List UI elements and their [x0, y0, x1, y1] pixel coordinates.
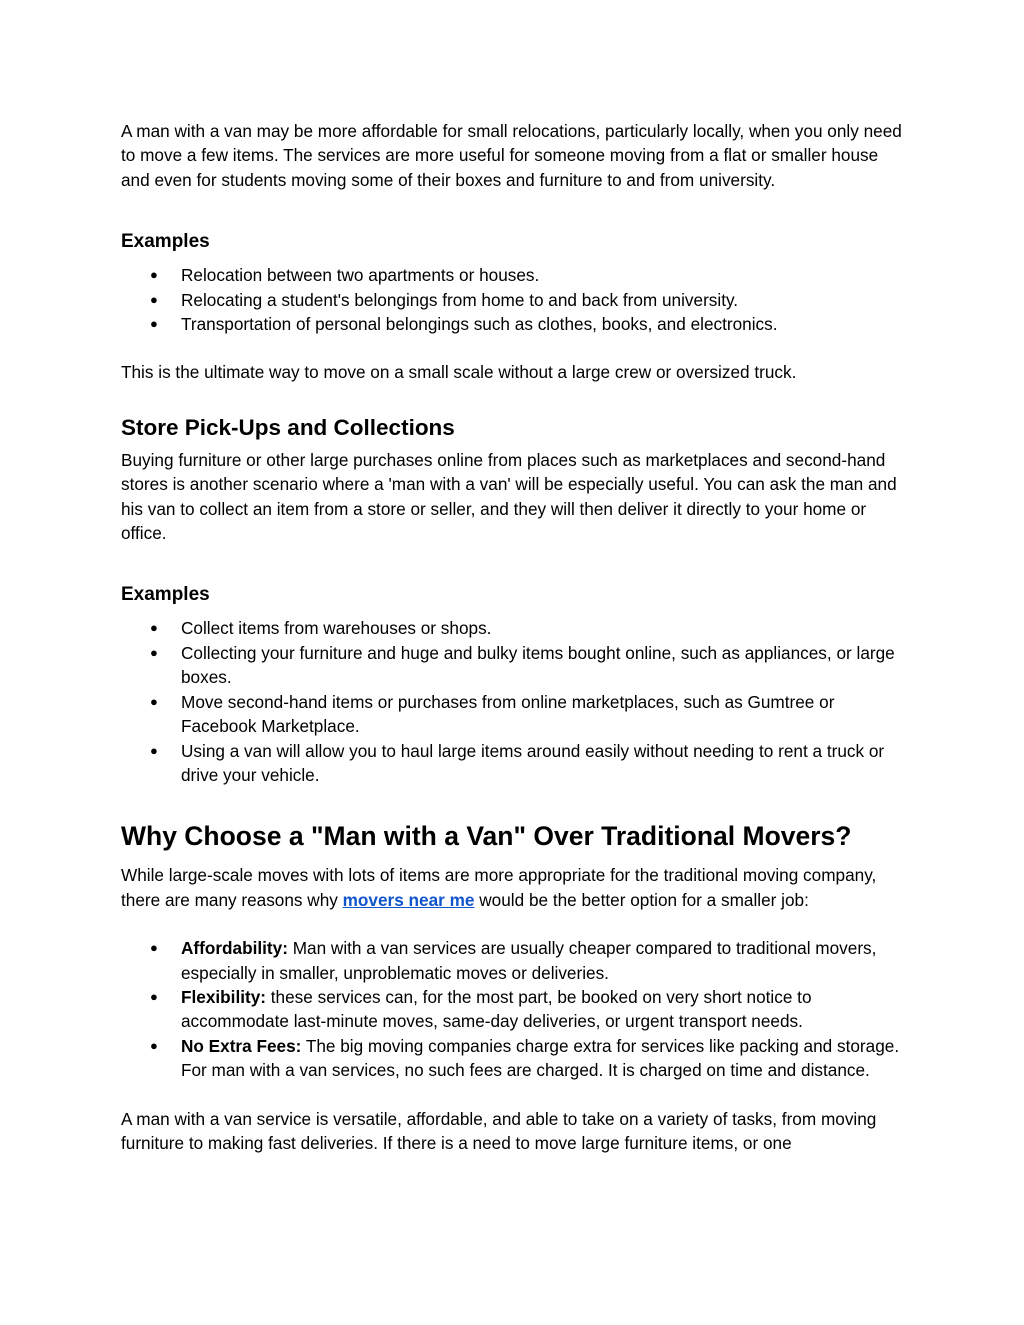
bullet-icon: ● [150, 620, 158, 636]
document-page [121, 119, 911, 1155]
list-item: ● Affordability: Man with a van services are usually cheaper compared to traditional movers, especially in smaller, unproblematic moves or deliveries. [150, 938, 877, 983]
list-item: ● Collecting your furniture and huge and bulky items bought online, such as appliances, or large boxes. [150, 642, 895, 688]
list-item: ● Relocating a student's belongings from home to and back from university. [121, 288, 911, 312]
bullet-icon: ● [150, 316, 158, 332]
summary-paragraph: This is the ultimate way to move on a small scale without a large crew or oversized truck. [121, 362, 797, 383]
examples-heading-2: Examples [121, 584, 210, 606]
reason-term: Affordability: [181, 938, 288, 959]
list-item: ● Transportation of personal belongings such as clothes, books, and electronics. [121, 312, 911, 336]
movers-near-me-link[interactable]: movers near me [342, 889, 475, 910]
examples-list-1 [121, 263, 911, 336]
list-item: ● Flexibility: these services can, for the most part, be booked on very short notice to accommodate last-minute moves, same-day deliveries, or urgent transport needs. [150, 986, 812, 1032]
list-item: ● Collect items from warehouses or shops. [121, 616, 911, 640]
examples-list-2 [121, 616, 911, 787]
bullet-icon: ● [150, 291, 158, 307]
list-item: ● Move second-hand items or purchases from online marketplaces, such as Gumtree or Facebook Marketplace. [150, 691, 835, 737]
list-item: ● No Extra Fees: The big moving companies charge extra for services like packing and storage. For man with a van services, no such fees are charged. It is charged on time and distance. [150, 1035, 900, 1081]
intro-paragraph: A man with a van may be more affordable for small relocations, particularly locally, when you only need to move a few items. The services are more useful for someone moving from a flat or smaller house and even for students moving some of their boxes and furniture to and from university. [121, 121, 902, 190]
bullet-icon: ● [150, 267, 158, 283]
why-section-heading: Why Choose a "Man with a Van" Over Traditional Movers? [121, 821, 852, 852]
reasons-list [121, 936, 911, 1082]
examples-heading-1: Examples [121, 231, 210, 253]
store-section-heading: Store Pick-Ups and Collections [121, 414, 455, 440]
bullet-icon: ● [150, 644, 158, 660]
bullet-icon: ● [150, 693, 158, 709]
store-section-paragraph: Buying furniture or other large purchases online from places such as marketplaces and second-hand stores is another scenario where a 'man with a van' will be especially useful. You can ask the man and his van to collect an item from a store or seller, and they will then deliver it directly to your home or office. [121, 449, 897, 544]
list-item: ● Relocation between two apartments or houses. [121, 263, 911, 287]
bullet-icon: ● [150, 988, 158, 1004]
bullet-icon: ● [150, 742, 158, 758]
bullet-icon: ● [150, 940, 158, 956]
why-section-paragraph: While large-scale moves with lots of items are more appropriate for the traditional moving company, there are many reasons why movers near me would be the better option for a smaller job: [121, 865, 877, 910]
reason-term: No Extra Fees: [181, 1035, 302, 1056]
list-item: ● Using a van will allow you to haul large items around easily without needing to rent a truck or drive your vehicle. [150, 740, 885, 785]
reason-term: Flexibility: [181, 986, 266, 1007]
bullet-icon: ● [150, 1037, 158, 1053]
closing-paragraph: A man with a van service is versatile, affordable, and able to take on a variety of tasks, from moving furniture to making fast deliveries. If there is a need to move large furniture items, or one [121, 1108, 877, 1153]
